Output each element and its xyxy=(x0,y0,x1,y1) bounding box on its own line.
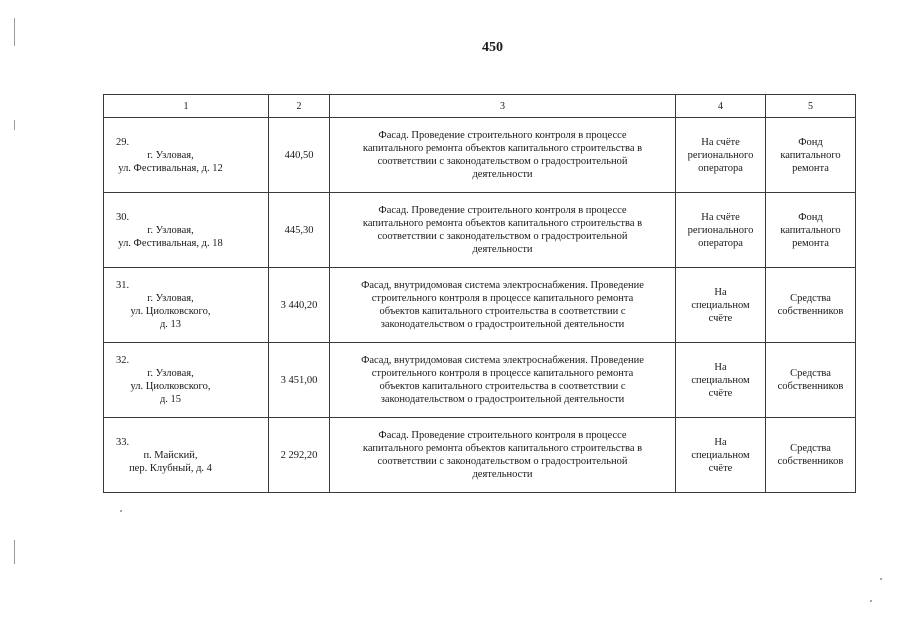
address-cell xyxy=(104,193,269,268)
description-line: капитального ремонта объектов капитального строительства в xyxy=(362,443,643,454)
address-cell xyxy=(104,118,269,193)
description-cell xyxy=(330,118,676,193)
funding-source-line: собственников xyxy=(777,456,844,467)
amount-cell: 3 440,20 xyxy=(269,268,330,343)
page-number: 450 xyxy=(482,40,503,55)
row-number: 33. xyxy=(116,436,130,448)
account-line: регионального xyxy=(687,224,754,236)
amount-cell: 445,30 xyxy=(269,193,330,268)
scan-speck xyxy=(120,510,122,512)
address-line: д. 15 xyxy=(159,394,182,406)
amount-cell: 2 292,20 xyxy=(269,418,330,493)
scan-edge-line xyxy=(14,120,15,130)
table-header-row xyxy=(104,95,856,118)
account-line: На счёте xyxy=(701,136,740,148)
funding-source-line: Фонд xyxy=(798,211,823,223)
funding-source-line: ремонта xyxy=(792,237,829,249)
description-line: Фасад. Проведение строительного контроля в процессе xyxy=(378,430,627,441)
funding-source-cell xyxy=(766,118,856,193)
description-cell xyxy=(330,193,676,268)
address-line: г. Узловая, xyxy=(147,368,194,380)
description-line: Фасад. Проведение строительного контроля в процессе xyxy=(378,205,627,216)
funding-source-line: Фонд xyxy=(798,136,823,148)
description-line: капитального ремонта объектов капитального строительства в xyxy=(362,143,643,154)
account-line: На счёте xyxy=(701,211,740,223)
row-number: 32. xyxy=(116,355,130,367)
description-line: законодательством о градостроительной деятельности xyxy=(380,319,625,330)
account-line: оператора xyxy=(698,237,743,249)
address xyxy=(108,224,233,250)
funding-source-cell xyxy=(766,268,856,343)
table-row xyxy=(104,268,856,343)
address-line: г. Узловая, xyxy=(147,293,194,305)
account-line: счёте xyxy=(708,312,733,324)
address-line: ул. Циолковского, xyxy=(130,306,211,318)
row-number: 31. xyxy=(116,280,130,292)
funding-source-line: собственников xyxy=(777,381,844,392)
scan-edge-line xyxy=(14,540,15,564)
funding-source-line: собственников xyxy=(777,306,844,317)
amount-cell: 440,50 xyxy=(269,118,330,193)
description-line: соответствии с законодательством о градостроительной xyxy=(377,231,628,242)
funding-source-line: капитального xyxy=(780,149,841,161)
funding-source-cell xyxy=(766,418,856,493)
address-line: д. 13 xyxy=(159,319,182,331)
account-line: специальном xyxy=(691,449,750,461)
account-line: специальном xyxy=(691,299,750,311)
account-cell xyxy=(676,118,766,193)
scan-speck xyxy=(870,600,872,602)
address-cell xyxy=(104,343,269,418)
account-line: счёте xyxy=(708,387,733,399)
header-cell: 4 xyxy=(676,95,766,118)
description-line: соответствии с законодательством о градостроительной xyxy=(377,156,628,167)
works-table xyxy=(103,94,856,493)
account-line: счёте xyxy=(708,462,733,474)
address xyxy=(108,367,233,406)
account-line: регионального xyxy=(687,149,754,161)
account-line: специальном xyxy=(691,374,750,386)
address-cell xyxy=(104,418,269,493)
table-row xyxy=(104,118,856,193)
description-cell xyxy=(330,418,676,493)
table-row xyxy=(104,418,856,493)
address-line: ул. Циолковского, xyxy=(130,381,211,393)
address xyxy=(108,292,233,331)
account-cell xyxy=(676,418,766,493)
account-line: На xyxy=(714,286,727,298)
description-line: капитального ремонта объектов капитального строительства в xyxy=(362,218,643,229)
row-number: 30. xyxy=(116,211,130,223)
funding-source-line: Средства xyxy=(790,293,831,304)
funding-source-line: Средства xyxy=(790,368,831,379)
description-line: строительного контроля в процессе капитального ремонта xyxy=(371,368,634,379)
description-cell xyxy=(330,343,676,418)
row-number: 29. xyxy=(116,136,130,148)
scan-speck xyxy=(880,578,882,580)
description-line: соответствии с законодательством о градостроительной xyxy=(377,456,628,467)
description-line: деятельности xyxy=(472,469,533,480)
header-cell: 1 xyxy=(104,95,269,118)
address-line: п. Майский, xyxy=(143,449,198,461)
table-row xyxy=(104,193,856,268)
description-line: Фасад. Проведение строительного контроля в процессе xyxy=(378,130,627,141)
header-cell: 2 xyxy=(269,95,330,118)
account-cell xyxy=(676,343,766,418)
header-cell: 5 xyxy=(766,95,856,118)
description-line: объектов капитального строительства в соответствии с xyxy=(379,381,626,392)
address-line: г. Узловая, xyxy=(147,149,194,161)
description-line: законодательством о градостроительной деятельности xyxy=(380,394,625,405)
address-line: г. Узловая, xyxy=(147,224,194,236)
amount-cell: 3 451,00 xyxy=(269,343,330,418)
account-line: На xyxy=(714,436,727,448)
description-line: строительного контроля в процессе капитального ремонта xyxy=(371,293,634,304)
description-cell xyxy=(330,268,676,343)
address-line: пер. Клубный, д. 4 xyxy=(129,462,212,474)
address-cell xyxy=(104,268,269,343)
funding-source-cell xyxy=(766,343,856,418)
account-cell xyxy=(676,193,766,268)
address-line: ул. Фестивальная, д. 18 xyxy=(118,237,223,249)
account-line: На xyxy=(714,361,727,373)
account-cell xyxy=(676,268,766,343)
funding-source-cell xyxy=(766,193,856,268)
description-line: деятельности xyxy=(472,169,533,180)
funding-source-line: капитального xyxy=(780,224,841,236)
description-line: объектов капитального строительства в соответствии с xyxy=(379,306,626,317)
account-line: оператора xyxy=(698,162,743,174)
description-line: Фасад, внутридомовая система электроснабжения. Проведение xyxy=(361,280,644,291)
address xyxy=(108,449,233,475)
address xyxy=(108,149,233,175)
description-line: Фасад, внутридомовая система электроснабжения. Проведение xyxy=(361,355,644,366)
table-row xyxy=(104,343,856,418)
description-line: деятельности xyxy=(472,244,533,255)
header-cell: 3 xyxy=(330,95,676,118)
funding-source-line: Средства xyxy=(790,443,831,454)
address-line: ул. Фестивальная, д. 12 xyxy=(118,162,223,174)
funding-source-line: ремонта xyxy=(792,162,829,174)
